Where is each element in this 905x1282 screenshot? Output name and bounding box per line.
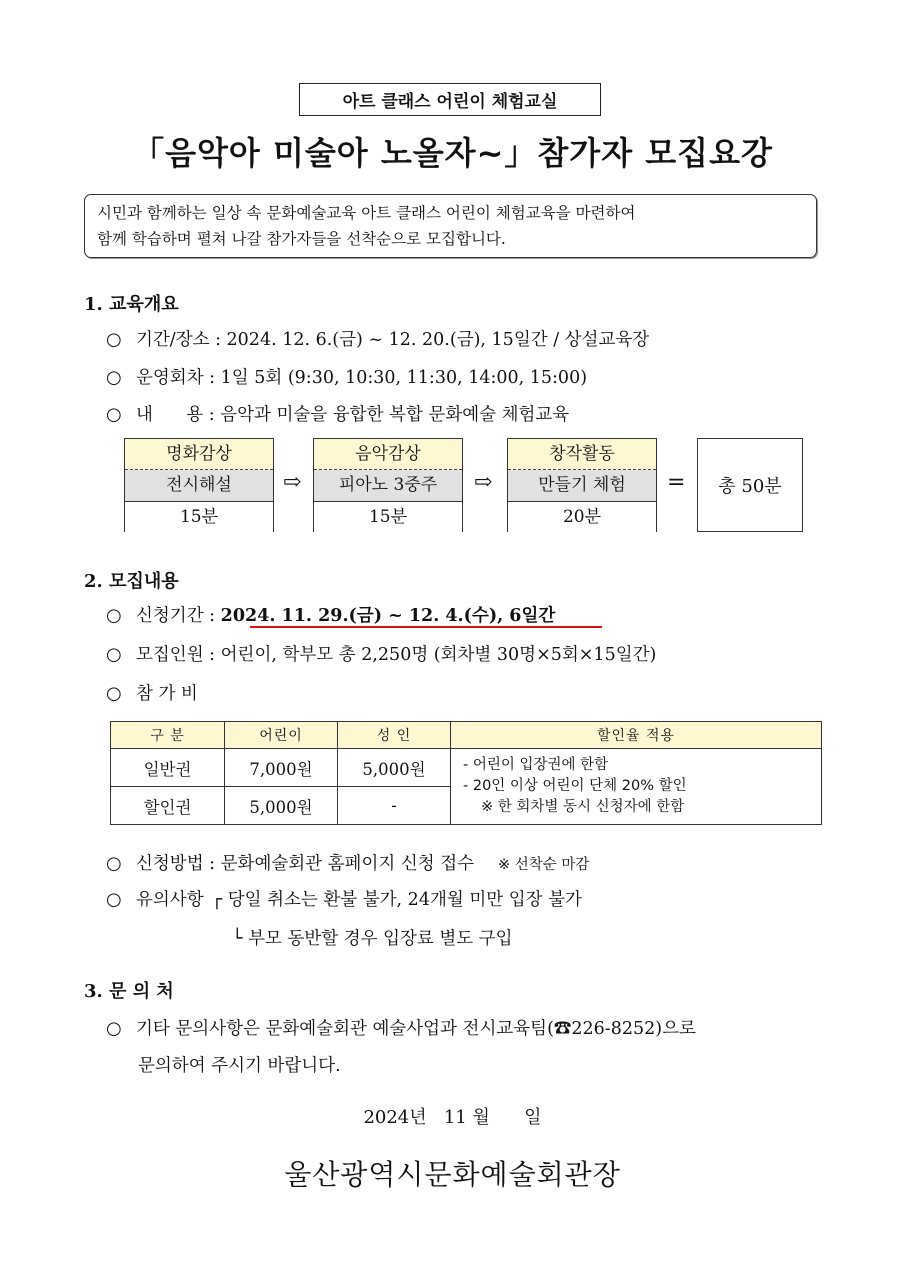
- caution-row: [106, 886, 582, 911]
- table-header-row: [111, 722, 822, 749]
- flow-step-title: 음악감상: [314, 439, 462, 470]
- total-time-box: 총 50분: [697, 438, 803, 532]
- intro-box: [84, 194, 817, 258]
- fee-child: 5,000원: [225, 787, 338, 825]
- recruit-row: [106, 641, 656, 666]
- method-row: [106, 850, 589, 875]
- fee-table: [110, 721, 822, 825]
- right-arrow-icon: ⇨: [474, 470, 493, 495]
- bullet-icon: ○: [106, 367, 122, 388]
- inquiry-row-2: [138, 1052, 341, 1077]
- sessions-row: [106, 364, 587, 389]
- bullet-icon: ○: [106, 404, 122, 425]
- intro-line-1: 시민과 함께하는 일상 속 문화예술교육 아트 클래스 어린이 체험교육을 마련하여: [97, 204, 636, 222]
- bullet-icon: ○: [106, 644, 122, 665]
- fee-row: [106, 680, 198, 705]
- intro-line-2: 함께 학습하며 펼쳐 나갈 참가자들을 선착순으로 모집합니다.: [97, 230, 506, 248]
- section-2-title: 2. 모집내용: [84, 571, 179, 592]
- discount-note: ※ 한 회차별 동시 신청자에 한함: [481, 799, 685, 815]
- equals-sign: =: [667, 470, 686, 495]
- header-discount: 할인율 적용: [451, 722, 822, 749]
- caution-1: ┌ 당일 취소는 환불 불가, 24개월 미만 입장 불가: [211, 890, 582, 910]
- inquiry-line-2: 문의하여 주시기 바랍니다.: [138, 1056, 341, 1076]
- header-child: 어린이: [225, 722, 338, 749]
- flow-step-title: 창작활동: [508, 439, 656, 470]
- caution-row-2: [232, 925, 513, 950]
- highlight-underline: [250, 626, 602, 628]
- section-1-title: 1. 교육개요: [84, 294, 179, 315]
- flow-step-activity: 만들기 체험: [508, 470, 656, 501]
- content-row: [106, 401, 569, 426]
- flow-step-time: 15분: [314, 502, 462, 533]
- recruit-text: 모집인원 : 어린이, 학부모 총 2,250명 (회차별 30명×5회×15일간): [136, 645, 657, 665]
- section-3-title: 3. 문 의 처: [84, 981, 174, 1002]
- apply-period-value: 2024. 11. 29.(금) ~ 12. 4.(수), 6일간: [220, 606, 556, 626]
- method-note: ※ 선착순 마감: [498, 857, 590, 873]
- discount-note: - 어린이 입장권에 한함: [463, 757, 609, 773]
- inquiry-row: [106, 1015, 696, 1040]
- header-type: 구 분: [111, 722, 225, 749]
- table-row: [111, 749, 822, 787]
- flow-step-time: 20분: [508, 502, 656, 533]
- discount-note: - 20인 이상 어린이 단체 20% 할인: [463, 778, 687, 794]
- period-text: 기간/장소 : 2024. 12. 6.(금) ~ 12. 20.(금), 15일간 / 상설교육장: [136, 330, 650, 350]
- fee-type: 할인권: [111, 787, 225, 825]
- page-title: 「음악아 미술아 노올자~」참가자 모집요강: [132, 134, 773, 172]
- inquiry-line-1: 기타 문의사항은 문화예술회관 예술사업과 전시교육팀(☎226-8252)으로: [136, 1019, 696, 1039]
- apply-period-row: [106, 602, 555, 627]
- program-label: 아트 클래스 어린이 체험교실: [299, 83, 601, 116]
- bullet-icon: ○: [106, 329, 122, 350]
- header-adult: 성 인: [338, 722, 451, 749]
- apply-period-label: 신청기간 :: [136, 606, 221, 626]
- bullet-icon: ○: [106, 853, 122, 874]
- method-text: 신청방법 : 문화예술회관 홈페이지 신청 접수: [136, 854, 474, 874]
- bullet-icon: ○: [106, 605, 122, 626]
- bullet-icon: ○: [106, 889, 122, 910]
- flow-step-3: [507, 438, 657, 532]
- period-row: [106, 326, 649, 351]
- document-date: 2024년 11 월 일: [363, 1107, 542, 1128]
- caution-label: 유의사항: [136, 890, 204, 910]
- flow-step-title: 명화감상: [125, 439, 273, 470]
- flow-step-activity: 전시해설: [125, 470, 273, 501]
- bullet-icon: ○: [106, 683, 122, 704]
- bullet-icon: ○: [106, 1018, 122, 1039]
- fee-child: 7,000원: [225, 749, 338, 787]
- fee-adult: -: [338, 787, 451, 825]
- flow-step-activity: 피아노 3중주: [314, 470, 462, 501]
- fee-label: 참 가 비: [136, 684, 198, 704]
- flow-step-time: 15분: [125, 502, 273, 533]
- content-text: 내 용 : 음악과 미술을 융합한 복합 문화예술 체험교육: [136, 405, 570, 425]
- fee-adult: 5,000원: [338, 749, 451, 787]
- sessions-text: 운영회차 : 1일 5회 (9:30, 10:30, 11:30, 14:00, 15:00): [136, 368, 588, 388]
- flow-step-1: [124, 438, 274, 532]
- right-arrow-icon: ⇨: [283, 470, 302, 495]
- flow-step-2: [313, 438, 463, 532]
- discount-notes: [451, 749, 822, 825]
- organization-name: 울산광역시문화예술회관장: [284, 1158, 621, 1191]
- fee-type: 일반권: [111, 749, 225, 787]
- caution-2: └ 부모 동반할 경우 입장료 별도 구입: [232, 929, 513, 949]
